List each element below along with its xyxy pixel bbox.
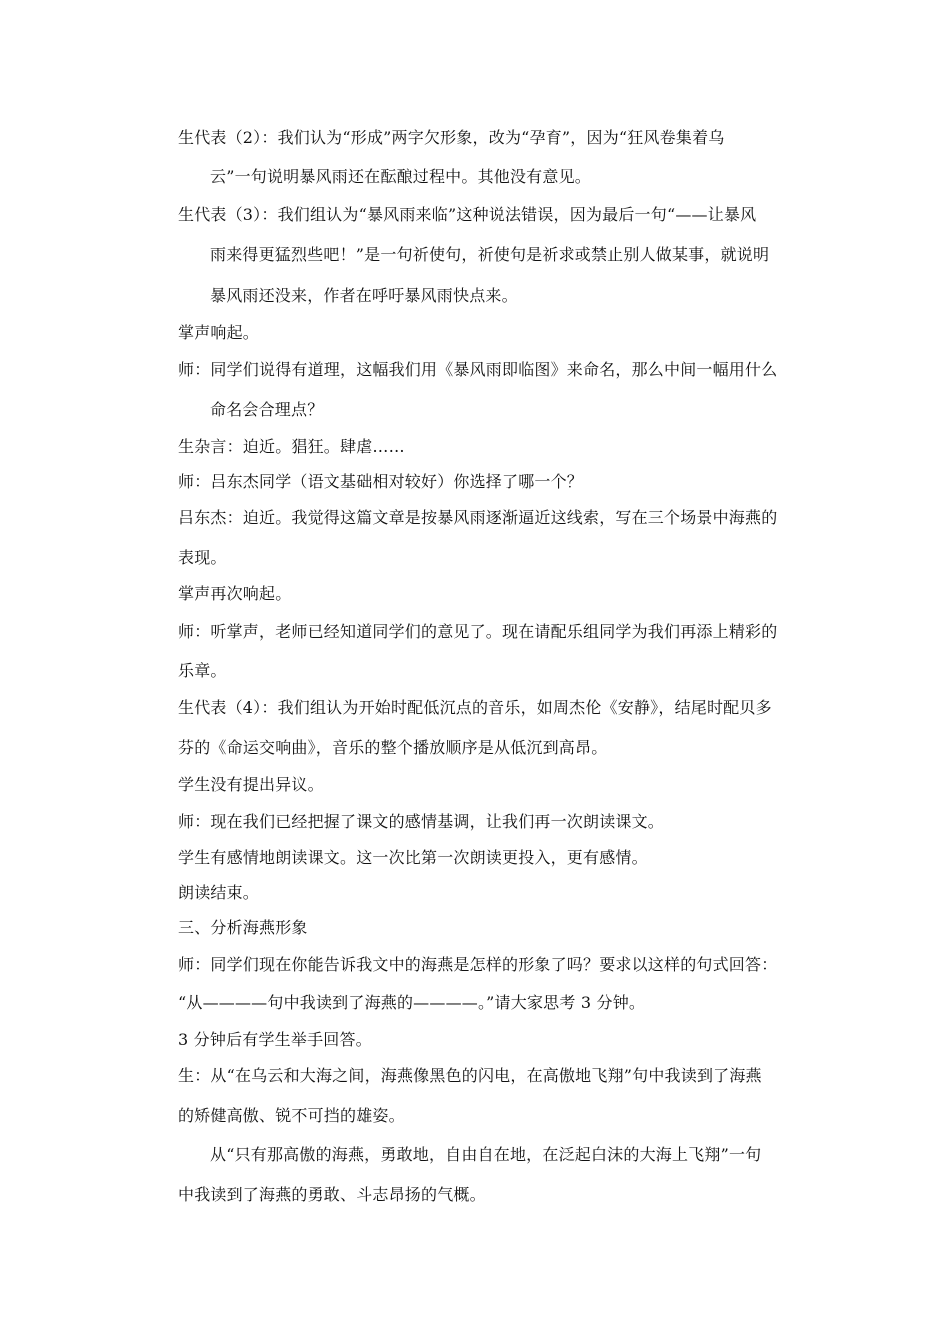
text-line: 生杂言：迫近。猖狂。肆虐…… xyxy=(178,437,405,456)
text-line: 表现。 xyxy=(178,548,227,567)
text-line: 3 分钟后有学生举手回答。 xyxy=(178,1030,372,1049)
text-line: 生：从“在乌云和大海之间，海燕像黑色的闪电，在高傲地飞翔”句中我读到了海燕 xyxy=(178,1066,762,1085)
text-line: 师：同学们说得有道理，这幅我们用《暴风雨即临图》来命名，那么中间一幅用什么 xyxy=(178,360,778,379)
text-line: 掌声再次响起。 xyxy=(178,584,292,603)
text-line: 芬的《命运交响曲》，音乐的整个播放顺序是从低沉到高昂。 xyxy=(178,738,608,757)
text-line: 生代表（4）：我们组认为开始时配低沉点的音乐，如周杰伦《安静》，结尾时配贝多 xyxy=(178,698,772,717)
text-line: 师：现在我们已经把握了课文的感情基调，让我们再一次朗读课文。 xyxy=(178,812,665,831)
text-line: 吕东杰：迫近。我觉得这篇文章是按暴风雨逐渐逼近这线索，写在三个场景中海燕的 xyxy=(178,508,778,527)
text-line: 中我读到了海燕的勇敢、斗志昂扬的气概。 xyxy=(178,1185,486,1204)
text-line: “从————句中我读到了海燕的————。”请大家思考 3 分钟。 xyxy=(178,993,646,1012)
text-line: 掌声响起。 xyxy=(178,323,260,342)
text-line: 的矫健高傲、锐不可挡的雄姿。 xyxy=(178,1106,405,1125)
section-heading: 三、分析海燕形象 xyxy=(178,918,308,937)
text-line: 生代表（2）：我们认为“形成”两字欠形象，改为“孕育”，因为“狂风卷集着乌 xyxy=(178,128,725,147)
text-line: 生代表（3）：我们组认为“暴风雨来临”这种说法错误，因为最后一句“——让暴风 xyxy=(178,205,757,224)
text-line: 云”一句说明暴风雨还在酝酿过程中。其他没有意见。 xyxy=(210,167,591,186)
text-line: 乐章。 xyxy=(178,661,227,680)
text-line: 雨来得更猛烈些吧！”是一句祈使句，祈使句是祈求或禁止别人做某事，就说明 xyxy=(210,245,770,264)
text-line: 朗读结束。 xyxy=(178,883,260,902)
text-line: 暴风雨还没来，作者在呼吁暴风雨快点来。 xyxy=(210,286,518,305)
text-line: 学生没有提出异议。 xyxy=(178,775,324,794)
text-line: 命名会合理点？ xyxy=(210,400,324,419)
text-line: 师：吕东杰同学（语文基础相对较好）你选择了哪一个？ xyxy=(178,472,584,491)
text-line: 从“只有那高傲的海燕，勇敢地，自由自在地，在泛起白沫的大海上飞翔”一句 xyxy=(210,1145,762,1164)
text-line: 师：听掌声，老师已经知道同学们的意见了。现在请配乐组同学为我们再添上精彩的 xyxy=(178,622,778,641)
text-line: 师：同学们现在你能告诉我文中的海燕是怎样的形象了吗？要求以这样的句式回答： xyxy=(178,955,778,974)
text-line: 学生有感情地朗读课文。这一次比第一次朗读更投入，更有感情。 xyxy=(178,848,648,867)
